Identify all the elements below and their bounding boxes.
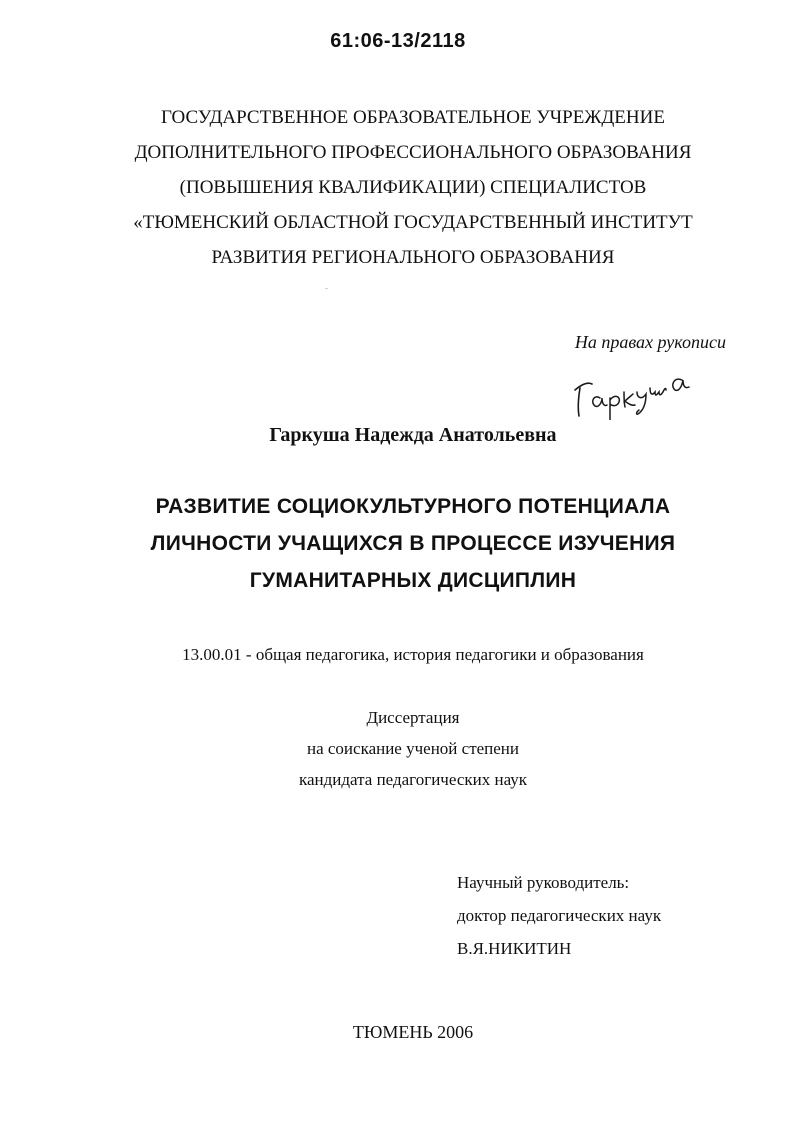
scan-speck	[325, 288, 328, 289]
title-line: ЛИЧНОСТИ УЧАЩИХСЯ В ПРОЦЕССЕ ИЗУЧЕНИЯ	[150, 532, 676, 555]
degree-statement	[60, 702, 766, 795]
degree-line: кандидата педагогических наук	[298, 770, 528, 789]
author-name: Гаркуша Надежда Анатольевна	[269, 424, 557, 446]
supervisor-rank: доктор педагогических наук	[457, 906, 662, 925]
supervisor-label: Научный руководитель:	[457, 873, 630, 892]
degree-line: Диссертация	[366, 708, 460, 727]
title-line: ГУМАНИТАРНЫХ ДИСЦИПЛИН	[249, 569, 577, 592]
degree-line: на соискание ученой степени	[306, 739, 520, 758]
organization-line: РАЗВИТИЯ РЕГИОНАЛЬНОГО ОБРАЗОВАНИЯ	[211, 247, 615, 268]
manuscript-rights-note: На правах рукописи	[574, 332, 726, 352]
organization-name	[60, 100, 766, 275]
specialty-code: 13.00.01 - общая педагогика, история педагогики и образования	[182, 645, 644, 664]
organization-line: ГОСУДАРСТВЕННОЕ ОБРАЗОВАТЕЛЬНОЕ УЧРЕЖДЕНИЕ	[161, 107, 665, 128]
organization-line: (ПОВЫШЕНИЯ КВАЛИФИКАЦИИ) СПЕЦИАЛИСТОВ	[179, 177, 647, 198]
organization-line: «ТЮМЕНСКИЙ ОБЛАСТНОЙ ГОСУДАРСТВЕННЫЙ ИНСТИТУТ	[133, 212, 693, 233]
supervisor-block	[457, 866, 661, 965]
handwritten-signature	[566, 358, 696, 420]
dissertation-title	[60, 488, 766, 599]
title-line: РАЗВИТИЕ СОЦИОКУЛЬТУРНОГО ПОТЕНЦИАЛА	[155, 495, 671, 518]
organization-line: ДОПОЛНИТЕЛЬНОГО ПРОФЕССИОНАЛЬНОГО ОБРАЗОВАНИЯ	[134, 142, 692, 163]
supervisor-name: В.Я.НИКИТИН	[457, 939, 572, 958]
registry-code: 61:06-13/2118	[330, 30, 466, 52]
city-year: ТЮМЕНЬ 2006	[352, 1022, 474, 1042]
